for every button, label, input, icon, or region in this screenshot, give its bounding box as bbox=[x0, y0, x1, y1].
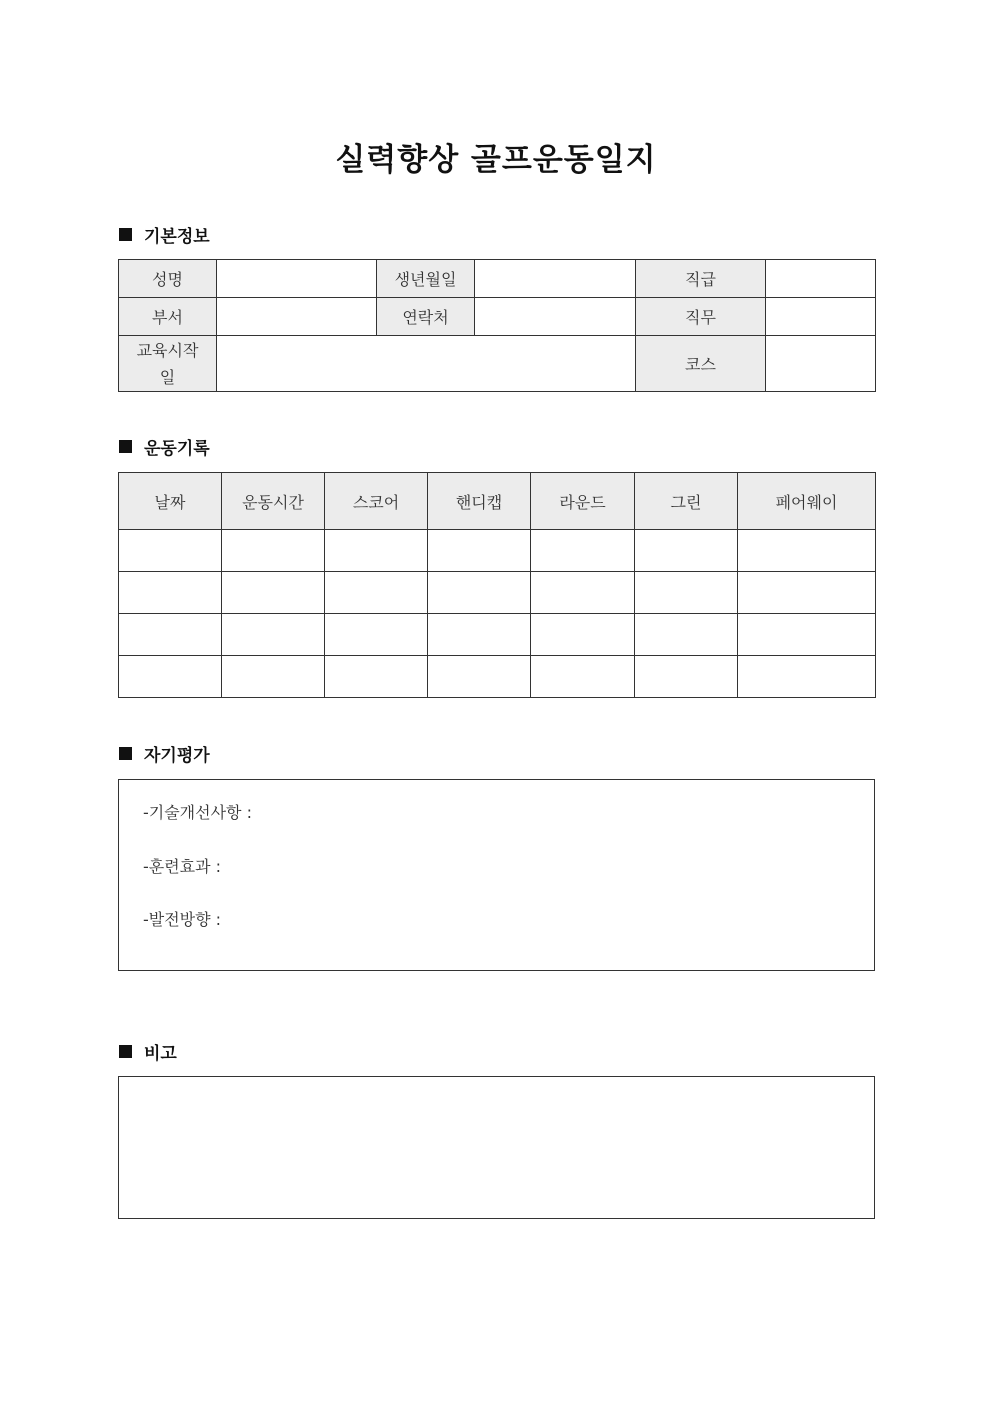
section-basic-info bbox=[119, 222, 210, 246]
start-date-label-line2: 일 bbox=[159, 367, 176, 387]
table-cell[interactable] bbox=[531, 656, 635, 698]
table-cell[interactable] bbox=[428, 530, 531, 572]
eval-skill-improvement: -기술개선사항 : bbox=[143, 803, 252, 822]
rank-field[interactable] bbox=[766, 260, 876, 298]
dept-field[interactable] bbox=[217, 298, 377, 336]
contact-label: 연락처 bbox=[377, 298, 475, 336]
section-self-evaluation bbox=[119, 741, 210, 765]
table-cell[interactable] bbox=[428, 572, 531, 614]
basic-info-table bbox=[118, 259, 876, 392]
table-cell[interactable] bbox=[531, 614, 635, 656]
table-row bbox=[119, 530, 876, 572]
table-cell[interactable] bbox=[325, 656, 428, 698]
duty-field[interactable] bbox=[766, 298, 876, 336]
section-exercise-record bbox=[119, 434, 210, 458]
section-remarks bbox=[119, 1039, 177, 1063]
table-cell[interactable] bbox=[738, 614, 876, 656]
start-date-label-line1: 교육시작 bbox=[136, 340, 199, 360]
table-cell[interactable] bbox=[325, 614, 428, 656]
table-cell[interactable] bbox=[428, 656, 531, 698]
course-field[interactable] bbox=[766, 336, 876, 392]
name-field[interactable] bbox=[217, 260, 377, 298]
table-cell[interactable] bbox=[635, 614, 738, 656]
header-date: 날짜 bbox=[119, 473, 222, 530]
table-cell[interactable] bbox=[428, 614, 531, 656]
header-exercise-time: 운동시간 bbox=[222, 473, 325, 530]
duty-label: 직무 bbox=[636, 298, 766, 336]
table-cell[interactable] bbox=[222, 572, 325, 614]
table-row bbox=[119, 572, 876, 614]
table-cell[interactable] bbox=[635, 656, 738, 698]
dept-label: 부서 bbox=[119, 298, 217, 336]
table-cell[interactable] bbox=[222, 656, 325, 698]
table-cell[interactable] bbox=[531, 530, 635, 572]
header-round: 라운드 bbox=[531, 473, 635, 530]
section-basic-info-label: 기본정보 bbox=[144, 226, 210, 247]
square-bullet-icon bbox=[119, 440, 132, 453]
square-bullet-icon bbox=[119, 228, 132, 241]
table-cell[interactable] bbox=[531, 572, 635, 614]
table-cell[interactable] bbox=[222, 614, 325, 656]
remarks-box[interactable] bbox=[118, 1076, 875, 1219]
section-exercise-record-label: 운동기록 bbox=[144, 438, 210, 459]
section-self-evaluation-label: 자기평가 bbox=[144, 745, 210, 766]
table-cell[interactable] bbox=[119, 614, 222, 656]
header-green: 그린 bbox=[635, 473, 738, 530]
eval-development-direction: -발전방향 : bbox=[143, 910, 222, 929]
header-fairway: 페어웨이 bbox=[738, 473, 876, 530]
header-score: 스코어 bbox=[325, 473, 428, 530]
table-cell[interactable] bbox=[119, 572, 222, 614]
table-cell[interactable] bbox=[325, 530, 428, 572]
rank-label: 직급 bbox=[636, 260, 766, 298]
page-title: 실력향상 골프운동일지 bbox=[335, 142, 657, 178]
table-cell[interactable] bbox=[635, 572, 738, 614]
table-row bbox=[119, 614, 876, 656]
self-evaluation-box[interactable] bbox=[118, 779, 875, 971]
table-cell[interactable] bbox=[325, 572, 428, 614]
start-date-field[interactable] bbox=[217, 336, 636, 392]
exercise-record-table bbox=[118, 472, 876, 698]
table-cell[interactable] bbox=[119, 656, 222, 698]
table-cell[interactable] bbox=[119, 530, 222, 572]
square-bullet-icon bbox=[119, 747, 132, 760]
section-remarks-label: 비고 bbox=[144, 1043, 177, 1064]
course-label: 코스 bbox=[636, 336, 766, 392]
contact-field[interactable] bbox=[475, 298, 636, 336]
square-bullet-icon bbox=[119, 1045, 132, 1058]
birth-field[interactable] bbox=[475, 260, 636, 298]
table-cell[interactable] bbox=[738, 530, 876, 572]
birth-label: 생년월일 bbox=[377, 260, 475, 298]
start-date-label bbox=[119, 336, 217, 392]
header-handicap: 핸디캡 bbox=[428, 473, 531, 530]
record-header-row bbox=[119, 473, 876, 530]
table-cell[interactable] bbox=[738, 656, 876, 698]
name-label: 성명 bbox=[119, 260, 217, 298]
eval-training-effect: -훈련효과 : bbox=[143, 857, 222, 876]
table-cell[interactable] bbox=[738, 572, 876, 614]
table-cell[interactable] bbox=[635, 530, 738, 572]
table-row bbox=[119, 656, 876, 698]
table-cell[interactable] bbox=[222, 530, 325, 572]
